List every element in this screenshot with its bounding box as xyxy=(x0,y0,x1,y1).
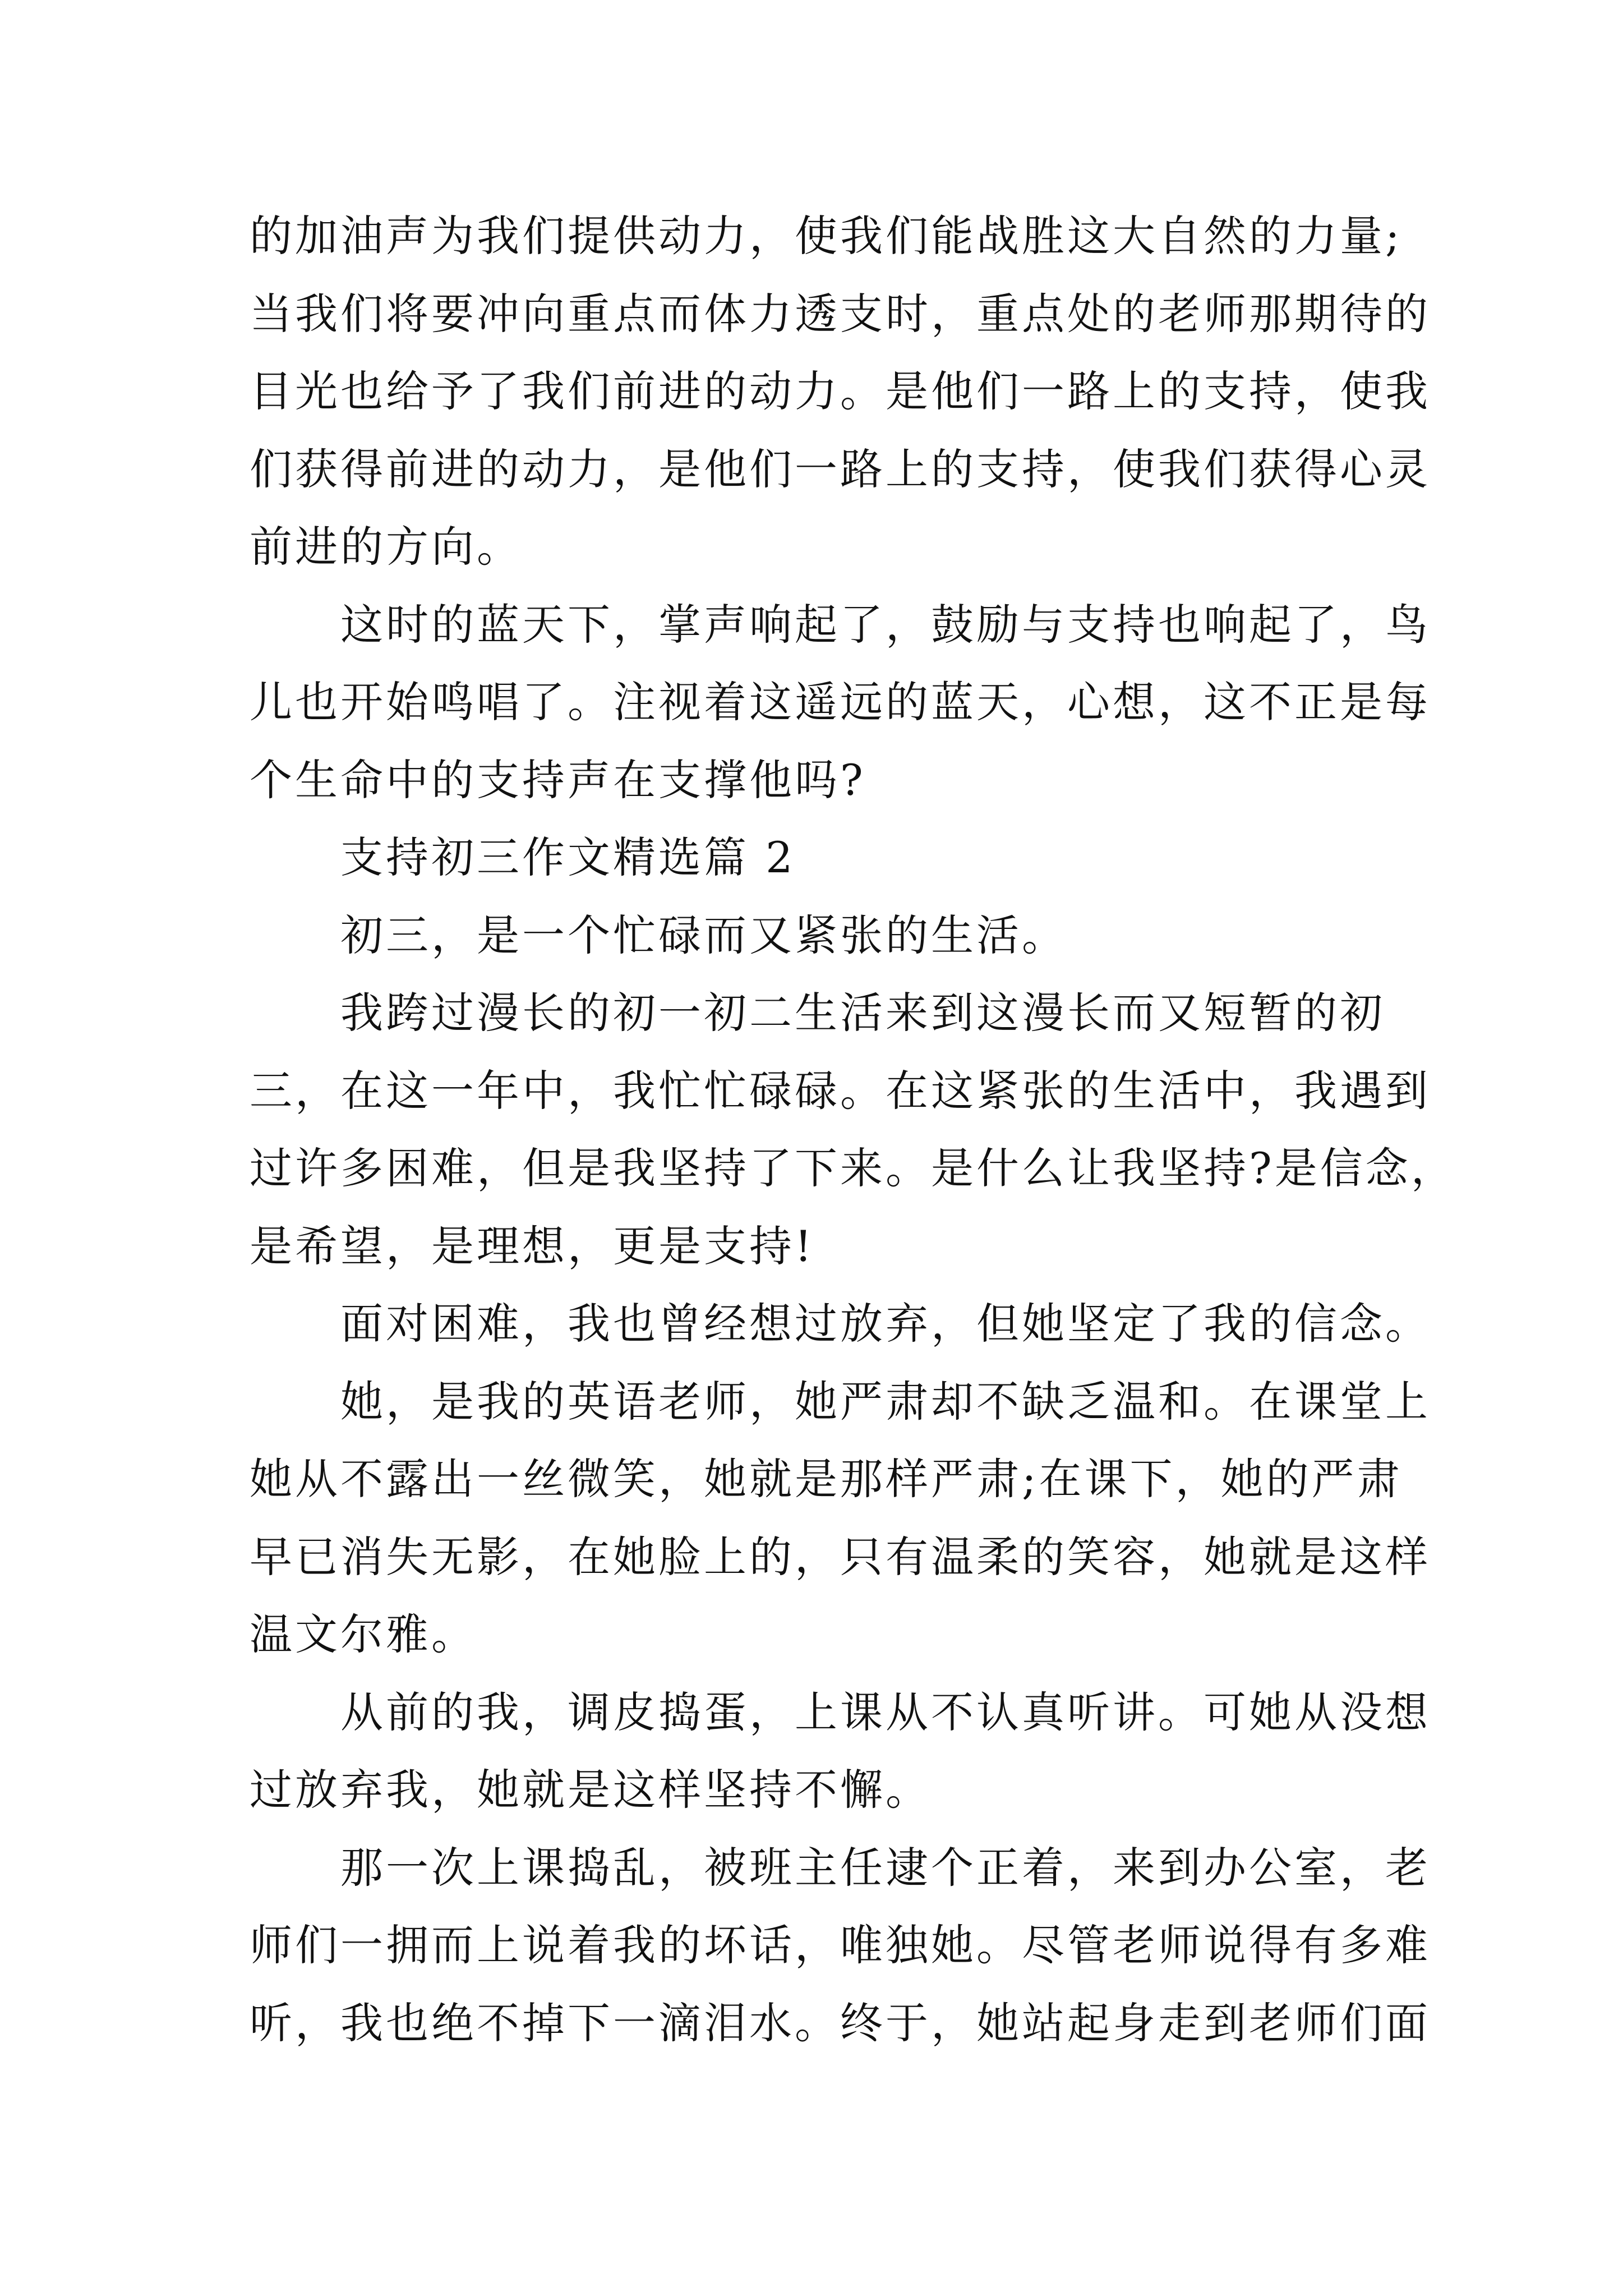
text-line: 当我们将要冲向重点而体力透支时，重点处的老师那期待的 xyxy=(250,288,1431,339)
text-line: 这时的蓝天下，掌声响起了，鼓励与支持也响起了，鸟 xyxy=(250,599,1431,650)
text-line: 过放弃我，她就是这样坚持不懈。 xyxy=(250,1765,931,1815)
text-line: 目光也给予了我们前进的动力。是他们一路上的支持，使我 xyxy=(250,366,1431,416)
text-line: 温文尔雅。 xyxy=(250,1609,477,1659)
text-line: 她从不露出一丝微笑，她就是那样严肃;在课下，她的严肃 xyxy=(250,1454,1403,1504)
text-line: 是希望，是理想，更是支持! xyxy=(250,1221,815,1271)
text-line: 前进的方向。 xyxy=(250,522,522,572)
text-line: 面对困难，我也曾经想过放弃，但她坚定了我的信念。 xyxy=(250,1299,1431,1349)
section-heading: 支持初三作文精选篇 2 xyxy=(250,832,796,882)
text-line: 早已消失无影，在她脸上的，只有温柔的笑容，她就是这样 xyxy=(250,1531,1431,1582)
text-line: 她，是我的英语老师，她严肃却不缺乏温和。在课堂上 xyxy=(250,1376,1431,1427)
text-line: 三，在这一年中，我忙忙碌碌。在这紧张的生活中，我遇到 xyxy=(250,1065,1431,1116)
text-line: 师们一拥而上说着我的坏话，唯独她。尽管老师说得有多难 xyxy=(250,1920,1431,1970)
text-line: 儿也开始鸣唱了。注视着这遥远的蓝天，心想，这不正是每 xyxy=(250,677,1431,727)
text-line: 那一次上课捣乱，被班主任逮个正着，来到办公室，老 xyxy=(250,1842,1431,1893)
text-line: 个生命中的支持声在支撑他吗? xyxy=(250,754,866,805)
text-line: 我跨过漫长的初一初二生活来到这漫长而又短暂的初 xyxy=(250,988,1385,1038)
text-line: 过许多困难，但是我坚持了下来。是什么让我坚持?是信念， xyxy=(250,1143,1456,1193)
essay-body xyxy=(250,197,1456,2062)
text-line: 的加油声为我们提供动力，使我们能战胜这大自然的力量; xyxy=(250,211,1403,261)
text-line: 初三，是一个忙碌而又紧张的生活。 xyxy=(250,910,1067,960)
text-line: 听，我也绝不掉下一滴泪水。终于，她站起身走到老师们面 xyxy=(250,1998,1431,2048)
text-line: 从前的我，调皮捣蛋，上课从不认真听讲。可她从没想 xyxy=(250,1687,1431,1737)
text-line: 们获得前进的动力，是他们一路上的支持，使我们获得心灵 xyxy=(250,444,1431,494)
